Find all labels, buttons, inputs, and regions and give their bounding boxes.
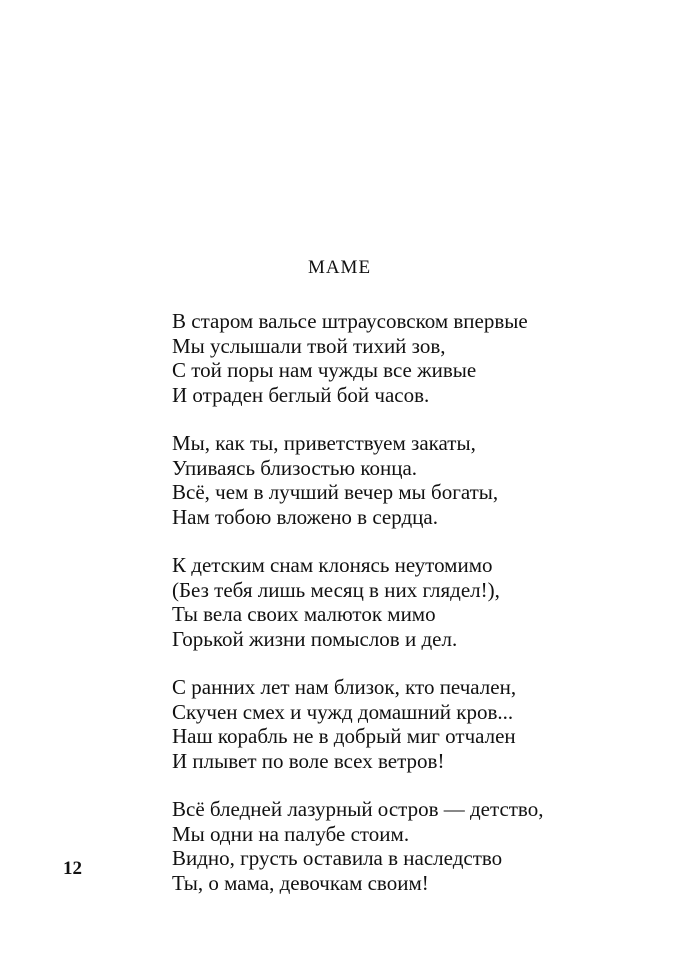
poem-body bbox=[172, 309, 652, 919]
poem-line: Всё бледней лазурный остров — детство, bbox=[172, 797, 544, 821]
poem-line: И отраден беглый бой часов. bbox=[172, 382, 430, 407]
poem-title: МАМЕ bbox=[307, 257, 372, 278]
stanza bbox=[172, 431, 652, 529]
poem-line: Мы одни на палубе стоим. bbox=[172, 821, 410, 846]
poem-line: С той поры нам чужды все живые bbox=[172, 358, 477, 382]
poem-line: К детским снам клонясь неутомимо bbox=[172, 553, 493, 577]
stanza bbox=[172, 675, 652, 773]
stanza bbox=[172, 553, 652, 651]
poem-line: Ты, о мама, девочкам своим! bbox=[172, 870, 429, 895]
poem-line: (Без тебя лишь месяц в них глядел!), bbox=[172, 577, 500, 602]
poem-line: Всё, чем в лучший вечер мы богаты, bbox=[172, 480, 499, 504]
poem-line: Мы услышали твой тихий зов, bbox=[172, 333, 446, 358]
poem-line: Нам тобою вложено в сердца. bbox=[172, 504, 438, 529]
page-number: 12 bbox=[63, 858, 82, 879]
poem-line: Видно, грусть оставила в наследство bbox=[172, 846, 503, 870]
stanza bbox=[172, 309, 652, 407]
poem-line: Мы, как ты, приветствуем закаты, bbox=[172, 431, 476, 455]
poem-line: Горькой жизни помыслов и дел. bbox=[172, 626, 458, 651]
stanza bbox=[172, 797, 652, 895]
poem-line: Скучен смех и чужд домашний кров... bbox=[172, 699, 514, 724]
poem-line: Ты вела своих малюток мимо bbox=[172, 602, 436, 626]
poem-line: Упиваясь близостью конца. bbox=[172, 455, 418, 480]
poem-line: И плывет по воле всех ветров! bbox=[172, 748, 445, 773]
poem-line: Наш корабль не в добрый миг отчален bbox=[172, 724, 516, 748]
poem-line: В старом вальсе штраусовском впервые bbox=[172, 309, 528, 333]
poem-line: С ранних лет нам близок, кто печален, bbox=[172, 675, 517, 699]
